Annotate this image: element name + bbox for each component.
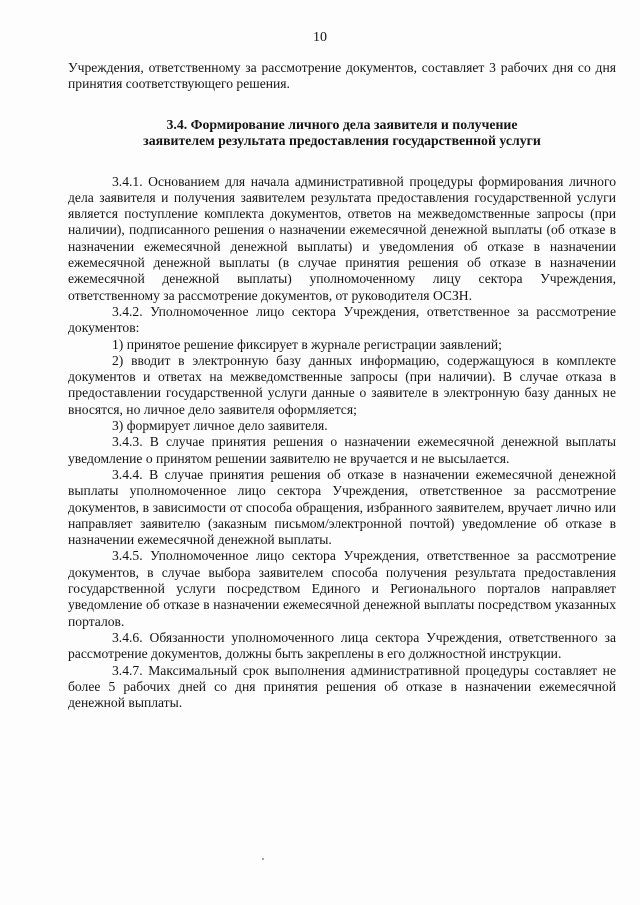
document-body: [68, 60, 616, 711]
paragraph-3-4-4: 3.4.4. В случае принятия решения об отказе в назначении ежемесячной денежной выплаты уполномоченное лицо сектора Учреждения, ответственное за рассмотрение документов, в зависимости от способа обращения, избранного заявителем, вручает лично или направляет заявителю (заказным письмом/электронной почтой) уведомление об отказе в назначении ежемесячной денежной выплаты.: [68, 466, 616, 548]
intro-paragraph: Учреждения, ответственному за рассмотрение документов, составляет 3 рабочих дня со дня принятия соответствующего решения.: [68, 60, 616, 92]
list-item-2: 2) вводит в электронную базу данных информацию, содержащуюся в комплекте документов и ответах на межведомственные запросы (при наличии). В случае отказа в предоставлении государственной услуги данные о заявителе в электронную базу данных не вносятся, но личное дело заявителя оформляется;: [68, 352, 616, 417]
page-number: 10: [313, 30, 327, 45]
paragraph-3-4-7: 3.4.7. Максимальный срок выполнения административной процедуры составляет не более 5 рабочих дней со дня принятия решения об отказе в назначении ежемесячной денежной выплаты.: [68, 662, 616, 711]
list-item-1: 1) принятое решение фиксирует в журнале регистрации заявлений;: [112, 336, 502, 352]
section-title-line-2: заявителем результата предоставления государственной услуги: [143, 133, 541, 149]
paragraph-3-4-5: 3.4.5. Уполномоченное лицо сектора Учреждения, ответственное за рассмотрение документов, в случае выбора заявителем способа получения результата предоставления государственной услуги посредством Единого и Регионального порталов направляет уведомление об отказе в назначении ежемесячной денежной выплаты посредством указанных порталов.: [68, 548, 616, 629]
paragraph-3-4-1: 3.4.1. Основанием для начала административной процедуры формирования личного дела заявителя и получения заявителем результата предоставления государственной услуги является поступление комплекта документов, ответов на межведомственные запросы (при наличии), подписанного решения о назначении ежемесячной денежной выплаты (об отказе в назначении ежемесячной денежной выплаты) и уведомления об отказе в назначении ежемесячной денежной выплаты (в случае принятия решения об отказе в назначении ежемесячной денежной выплаты) уполномоченному лицу сектора Учреждения, ответственному за рассмотрение документов, от руководителя ОСЗН.: [68, 173, 616, 303]
paragraph-3-4-6: 3.4.6. Обязанности уполномоченного лица сектора Учреждения, ответственного за рассмотрение документов, должны быть закреплены в его должностной инструкции.: [68, 629, 616, 662]
list-item-3: 3) формирует личное дело заявителя.: [112, 418, 328, 434]
paragraph-3-4-2: 3.4.2. Уполномоченное лицо сектора Учреждения, ответственное за рассмотрение документов:: [68, 303, 616, 336]
scan-speck: [262, 858, 264, 860]
section-title-line-1: 3.4. Формирование личного дела заявителя и получение: [166, 116, 518, 132]
paragraph-3-4-3: 3.4.3. В случае принятия решения о назначении ежемесячной денежной выплаты уведомление о принятом решении заявителю не вручается и не высылается.: [68, 434, 616, 466]
